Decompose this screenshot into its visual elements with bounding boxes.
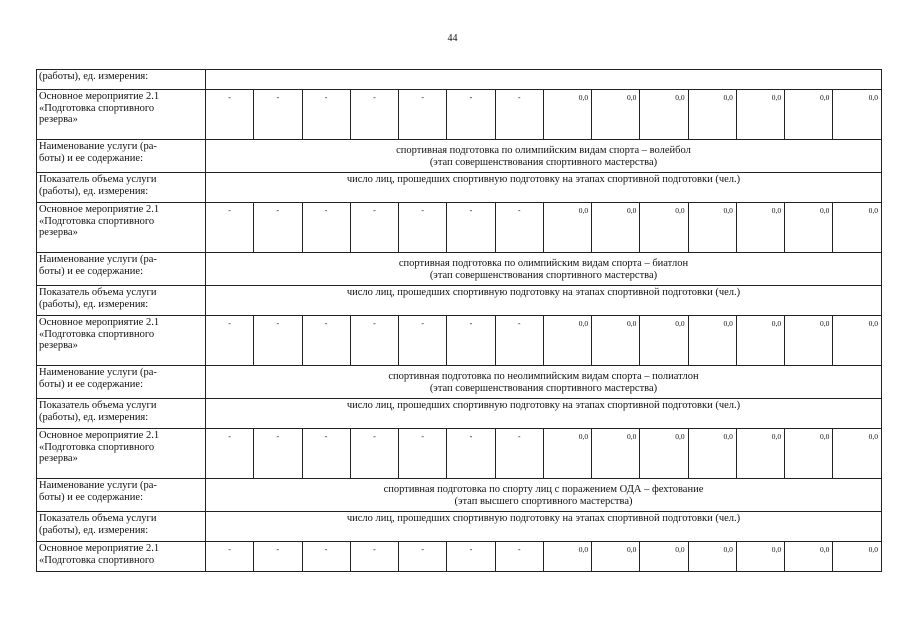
value-cell: 0,0 [785,429,833,479]
indicator-row [37,286,882,316]
dash-cell: - [254,429,302,479]
value-cell: 0,0 [640,203,688,253]
value-cell: 0,0 [785,542,833,572]
event-label: Основное мероприятие 2.1 «Подготовка спортивного резерва» [37,429,206,479]
event-row [37,90,882,140]
value-cell: 0,0 [785,203,833,253]
dash-cell: - [254,542,302,572]
value-cell: 0,0 [543,90,591,140]
dash-cell: - [495,316,543,366]
value-cell: 0,0 [592,542,640,572]
dash-cell: - [302,542,350,572]
event-label: Основное мероприятие 2.1 «Подготовка спортивного резерва» [37,316,206,366]
dash-cell: - [205,90,253,140]
dash-cell: - [205,429,253,479]
value-cell: 0,0 [688,429,736,479]
event-row [37,203,882,253]
dash-cell: - [447,542,495,572]
service-row [37,479,882,512]
value-cell: 0,0 [833,316,882,366]
value-cell: 0,0 [543,542,591,572]
dash-cell: - [302,429,350,479]
program-table [36,69,882,572]
dash-cell: - [495,429,543,479]
service-text: спортивная подготовка по олимпийским видам спорта – волейбол (этап совершенствования спортивного мастерства) [205,140,881,173]
value-cell: 0,0 [785,90,833,140]
value-cell: 0,0 [785,316,833,366]
value-cell: 0,0 [688,316,736,366]
value-cell: 0,0 [592,203,640,253]
event-label: Основное мероприятие 2.1 «Подготовка спортивного резерва» [37,90,206,140]
service-label: Наименование услуги (ра- боты) и ее содержание: [37,366,206,399]
value-cell: 0,0 [688,203,736,253]
indicator-text: число лиц, прошедших спортивную подготовку на этапах спортивной подготовки (чел.) [205,399,881,429]
dash-cell: - [350,429,398,479]
value-cell: 0,0 [592,316,640,366]
empty-span-cell [205,70,881,90]
dash-cell: - [495,203,543,253]
value-cell: 0,0 [688,90,736,140]
measure-unit-label: (работы), ед. измерения: [37,70,206,90]
event-label: Основное мероприятие 2.1 «Подготовка спортивного [37,542,206,572]
dash-cell: - [205,203,253,253]
dash-cell: - [350,316,398,366]
value-cell: 0,0 [833,542,882,572]
indicator-row [37,399,882,429]
dash-cell: - [447,316,495,366]
service-row [37,253,882,286]
dash-cell: - [399,90,447,140]
event-row [37,429,882,479]
dash-cell: - [302,90,350,140]
value-cell: 0,0 [592,429,640,479]
indicator-label: Показатель объема услуги (работы), ед. измерения: [37,512,206,542]
dash-cell: - [495,542,543,572]
value-cell: 0,0 [833,429,882,479]
service-row [37,366,882,399]
dash-cell: - [302,316,350,366]
event-row [37,542,882,572]
event-row [37,316,882,366]
value-cell: 0,0 [543,429,591,479]
value-cell: 0,0 [736,316,784,366]
service-text: спортивная подготовка по неолимпийским видам спорта – полиатлон (этап совершенствования спортивного мастерства) [205,366,881,399]
page-number: 44 [447,33,458,44]
value-cell: 0,0 [736,429,784,479]
header-continuation-row [37,70,882,90]
service-label: Наименование услуги (ра- боты) и ее содержание: [37,253,206,286]
dash-cell: - [205,542,253,572]
dash-cell: - [254,90,302,140]
value-cell: 0,0 [640,316,688,366]
value-cell: 0,0 [640,429,688,479]
dash-cell: - [399,429,447,479]
value-cell: 0,0 [833,90,882,140]
dash-cell: - [350,203,398,253]
value-cell: 0,0 [543,203,591,253]
indicator-text: число лиц, прошедших спортивную подготовку на этапах спортивной подготовки (чел.) [205,173,881,203]
dash-cell: - [399,316,447,366]
value-cell: 0,0 [543,316,591,366]
indicator-label: Показатель объема услуги (работы), ед. измерения: [37,173,206,203]
indicator-label: Показатель объема услуги (работы), ед. измерения: [37,286,206,316]
dash-cell: - [447,429,495,479]
dash-cell: - [254,203,302,253]
event-label: Основное мероприятие 2.1 «Подготовка спортивного резерва» [37,203,206,253]
service-text: спортивная подготовка по олимпийским видам спорта – биатлон (этап совершенствования спортивного мастерства) [205,253,881,286]
dash-cell: - [447,90,495,140]
value-cell: 0,0 [640,542,688,572]
value-cell: 0,0 [736,542,784,572]
service-row [37,140,882,173]
value-cell: 0,0 [640,90,688,140]
value-cell: 0,0 [736,90,784,140]
dash-cell: - [254,316,302,366]
indicator-row [37,173,882,203]
dash-cell: - [205,316,253,366]
value-cell: 0,0 [688,542,736,572]
value-cell: 0,0 [736,203,784,253]
indicator-text: число лиц, прошедших спортивную подготовку на этапах спортивной подготовки (чел.) [205,286,881,316]
dash-cell: - [350,90,398,140]
dash-cell: - [399,203,447,253]
indicator-row [37,512,882,542]
service-text: спортивная подготовка по спорту лиц с поражением ОДА – фехтование (этап высшего спортивного мастерства) [205,479,881,512]
service-label: Наименование услуги (ра- боты) и ее содержание: [37,479,206,512]
value-cell: 0,0 [592,90,640,140]
dash-cell: - [302,203,350,253]
indicator-label: Показатель объема услуги (работы), ед. измерения: [37,399,206,429]
dash-cell: - [447,203,495,253]
dash-cell: - [350,542,398,572]
service-label: Наименование услуги (ра- боты) и ее содержание: [37,140,206,173]
dash-cell: - [399,542,447,572]
value-cell: 0,0 [833,203,882,253]
dash-cell: - [495,90,543,140]
indicator-text: число лиц, прошедших спортивную подготовку на этапах спортивной подготовки (чел.) [205,512,881,542]
